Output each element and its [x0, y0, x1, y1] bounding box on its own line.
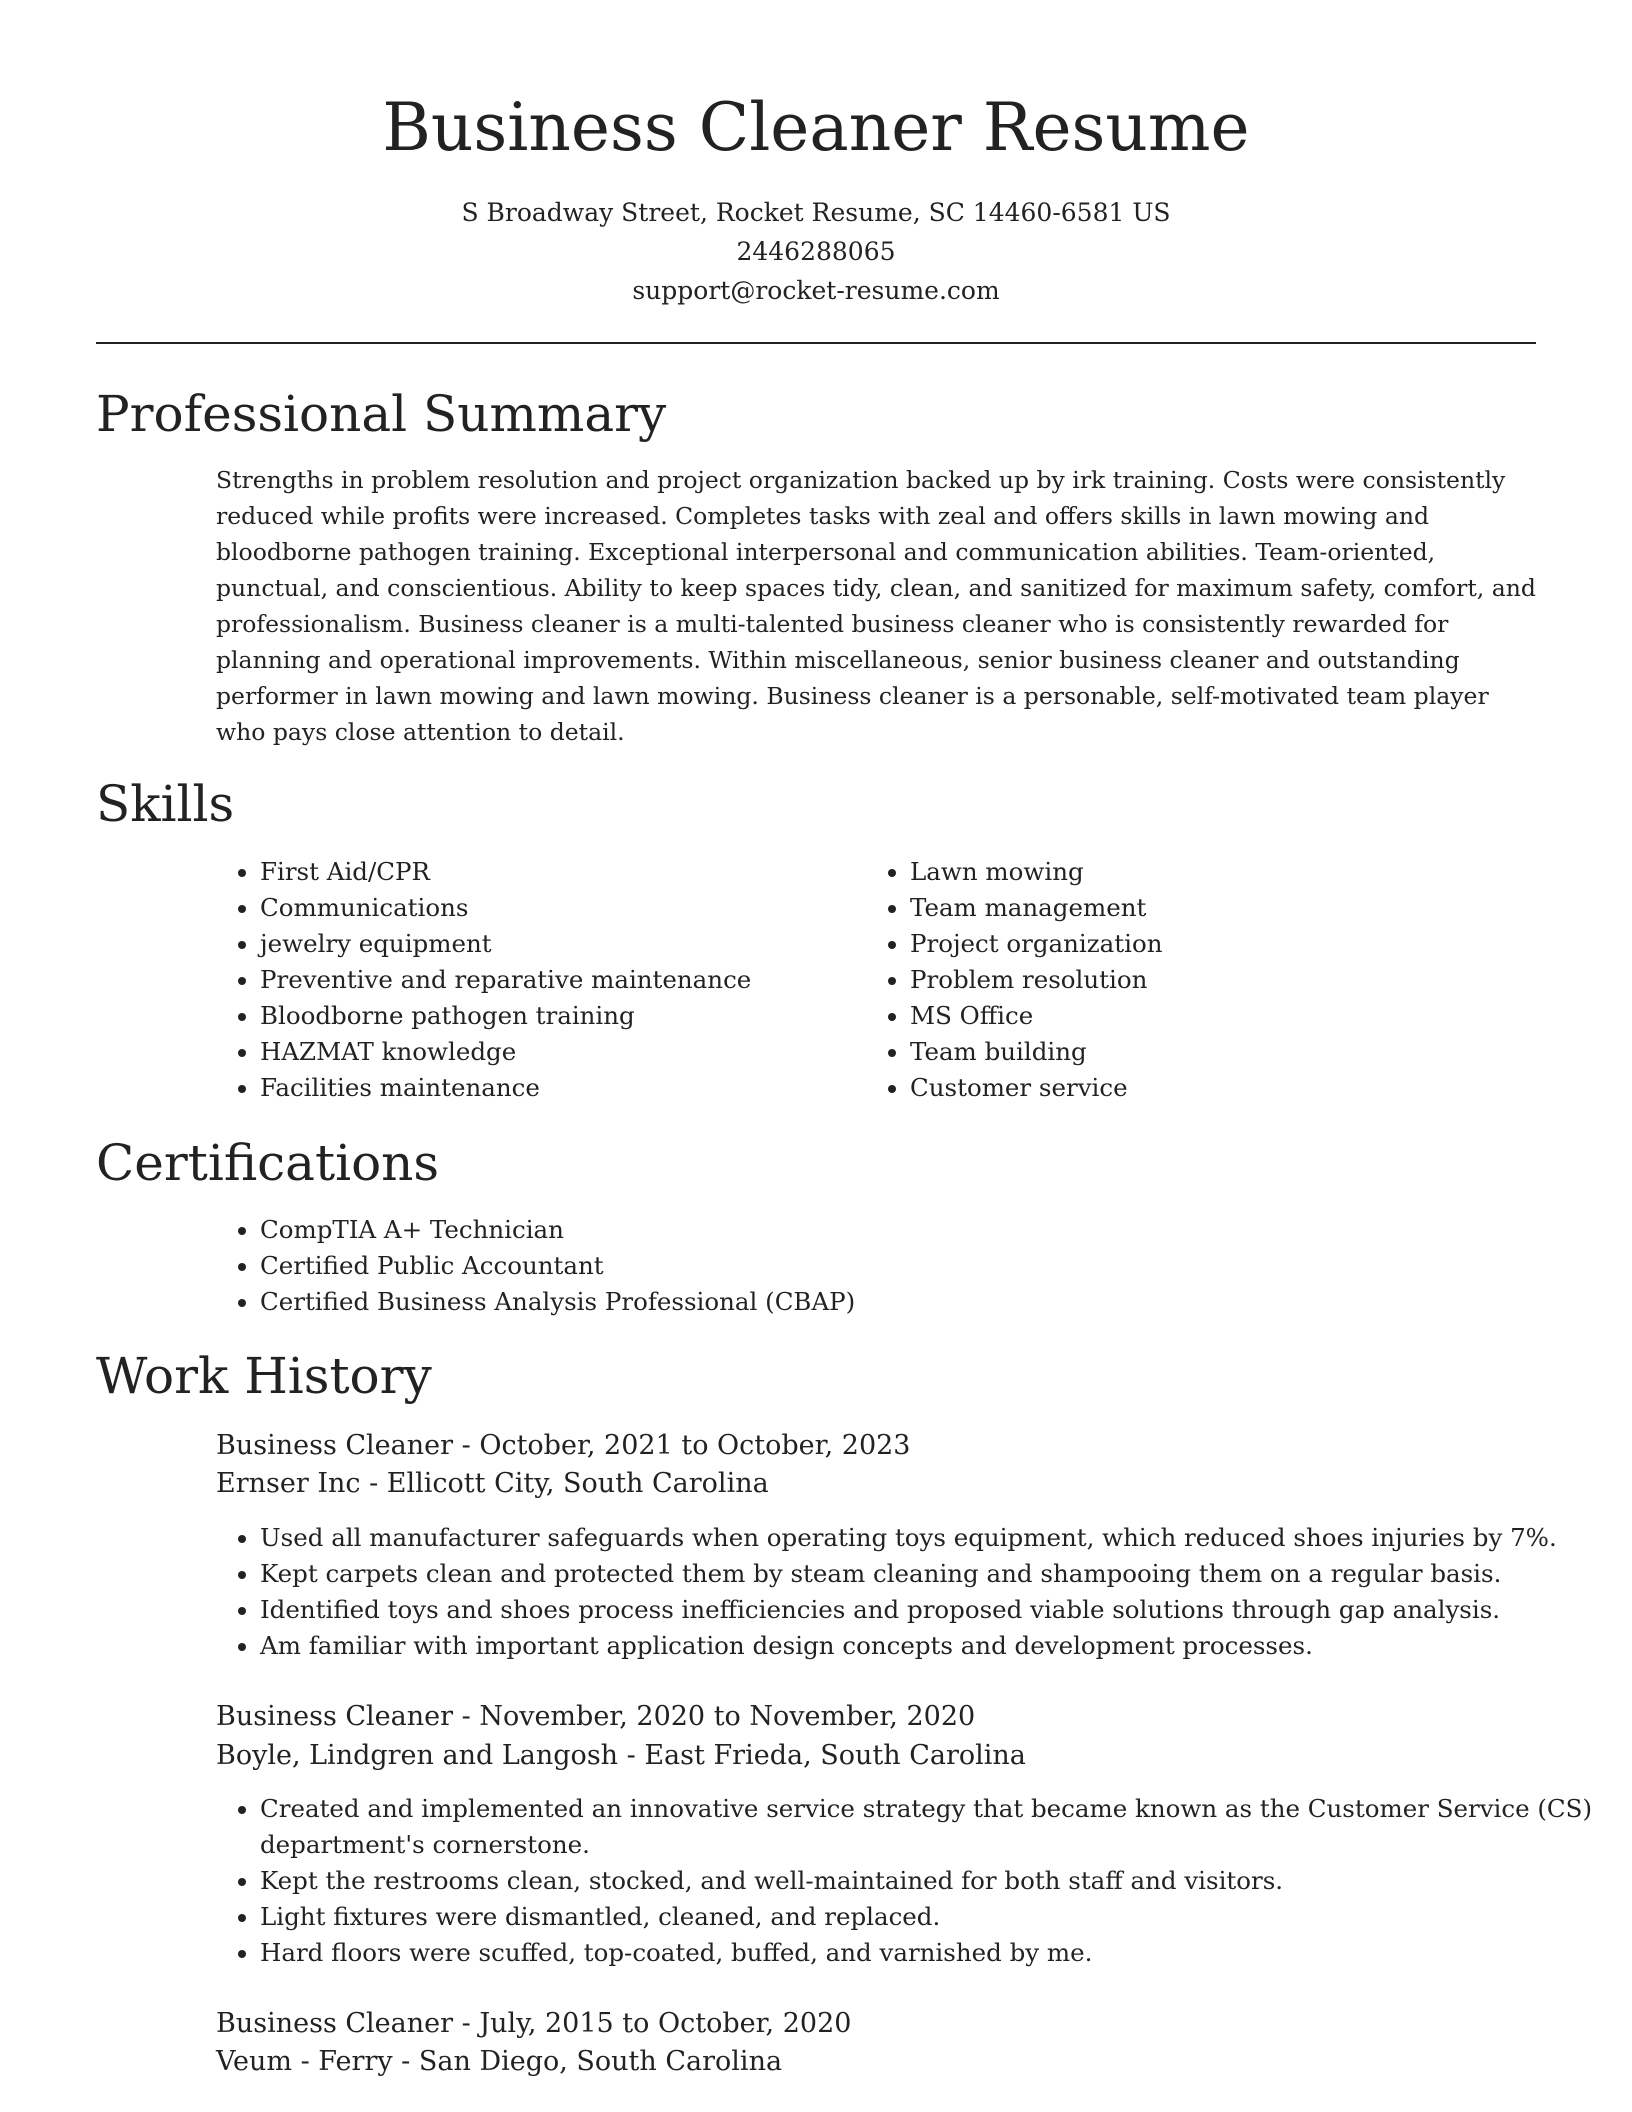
job-bullet: • Light fixtures were dismantled, cleaned, and replaced.	[260, 1899, 1592, 1935]
job-bullet: • Created and implemented an innovative service strategy that became known as the Customer Service (CS)	[260, 1791, 1592, 1827]
certification-item: • Certified Business Analysis Professional (CBAP)	[260, 1284, 855, 1320]
job-dates: - July, 2015 to October, 2020	[453, 2008, 852, 2039]
job-bullet: • Kept the restrooms clean, stocked, and well-maintained for both staff and visitors.	[260, 1863, 1592, 1899]
skills-heading: Skills	[96, 775, 235, 833]
job-location: - East Frieda, South Carolina	[618, 1740, 1026, 1771]
job-bullet: • Used all manufacturer safeguards when operating toys equipment, which reduced shoes injuries by 7%.	[260, 1520, 1557, 1556]
job-title-line	[216, 2005, 851, 2043]
skill-item: • Preventive and reparative maintenance	[260, 962, 751, 998]
job-title: Business Cleaner	[216, 2008, 454, 2039]
job-title-line	[216, 1427, 910, 1465]
certification-item: • Certified Public Accountant	[260, 1248, 855, 1284]
work-history-heading: Work History	[96, 1347, 432, 1405]
job-location: - Ellicott City, South Carolina	[360, 1468, 769, 1499]
job-bullet: • Hard floors were scuffed, top-coated, buffed, and varnished by me.	[260, 1935, 1592, 1971]
job-bullets	[216, 1791, 1592, 1971]
job-dates: - October, 2021 to October, 2023	[453, 1430, 911, 1461]
header-divider	[96, 342, 1536, 344]
job-company: Ernser Inc	[216, 1468, 361, 1499]
job-bullet: • Kept carpets clean and protected them by steam cleaning and shampooing them on a regular basis.	[260, 1556, 1557, 1592]
contact-phone: 2446288065	[736, 237, 896, 266]
job-company: Boyle, Lindgren and Langosh	[216, 1740, 619, 1771]
skill-item: • MS Office	[910, 998, 1163, 1034]
contact-email: support@rocket-resume.com	[632, 276, 1000, 305]
contact-address: S Broadway Street, Rocket Resume, SC 14460-6581 US	[461, 198, 1171, 227]
skill-item: • Bloodborne pathogen training	[260, 998, 751, 1034]
skill-item: • HAZMAT knowledge	[260, 1034, 751, 1070]
job-company-line	[216, 2043, 782, 2081]
job-bullets	[216, 1520, 1557, 1664]
skill-item: • Communications	[260, 890, 751, 926]
summary-heading: Professional Summary	[96, 385, 667, 443]
job-title-line	[216, 1698, 975, 1736]
job-location: - San Diego, South Carolina	[392, 2046, 783, 2077]
certification-item: • CompTIA A+ Technician	[260, 1212, 855, 1248]
skill-item: • Project organization	[910, 926, 1163, 962]
skill-item: • First Aid/CPR	[260, 854, 751, 890]
job-bullet: • Am familiar with important application design concepts and development processes.	[260, 1628, 1557, 1664]
job-bullet-continuation: department's cornerstone.	[260, 1830, 590, 1859]
skill-item: • Facilities maintenance	[260, 1070, 751, 1106]
summary-text: Strengths in problem resolution and project organization backed up by irk training. Costs were consistently reduced while profits were increased. Completes tasks with zeal and offers skills in lawn mowing and bloodborne pathogen training. Exceptional interpersonal and communication abilities. Team-oriented, punctual, and conscientious. Ability to keep spaces tidy, clean, and sanitized for maximum safety, comfort, and professionalism. Business cleaner is a multi-talented business cleaner who is consistently rewarded for planning and operational improvements. Within miscellaneous, senior business cleaner and outstanding performer in lawn mowing and lawn mowing. Business cleaner is a personable, self-motivated team player who pays close attention to detail.	[216, 466, 1536, 746]
skill-item: • jewelry equipment	[260, 926, 751, 962]
skill-item: • Problem resolution	[910, 962, 1163, 998]
skill-item: • Team management	[910, 890, 1163, 926]
job-company-line	[216, 1737, 1026, 1775]
skills-list-left	[216, 854, 751, 1106]
skill-item: • Lawn mowing	[910, 854, 1163, 890]
skill-item: • Team building	[910, 1034, 1163, 1070]
job-company-line	[216, 1465, 769, 1503]
skill-item: • Customer service	[910, 1070, 1163, 1106]
job-company: Veum - Ferry	[216, 2046, 393, 2077]
skills-list-right	[866, 854, 1163, 1106]
job-bullet: • Identified toys and shoes process inefficiencies and proposed viable solutions through gap analysis.	[260, 1592, 1557, 1628]
certifications-list	[216, 1212, 855, 1320]
contact-block	[0, 193, 1632, 310]
job-title: Business Cleaner	[216, 1701, 454, 1732]
job-title: Business Cleaner	[216, 1430, 454, 1461]
job-dates: - November, 2020 to November, 2020	[453, 1701, 976, 1732]
certifications-heading: Certifications	[96, 1134, 440, 1192]
resume-title: Business Cleaner Resume	[382, 89, 1250, 166]
